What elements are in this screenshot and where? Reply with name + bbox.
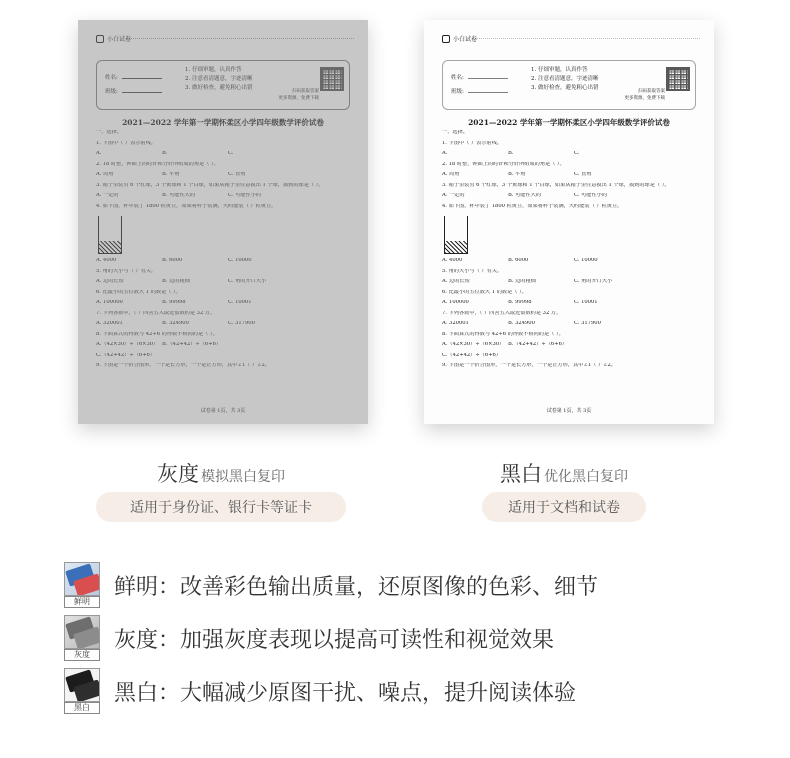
question-options: [96, 353, 354, 364]
exam-note: 2. 注意看清题意，字迹清晰: [531, 76, 599, 82]
feature-icon-label: 黑白: [64, 702, 100, 714]
question-options: [96, 300, 354, 311]
question-options: [96, 258, 354, 269]
option: A.: [96, 151, 102, 156]
question-text: 2. 18 时整，钟面上的时针和分针所组成的角是（ ）。: [96, 161, 219, 167]
question-text: 9. 下图是一个折合图形，一个是长方形，一个是正方形，其中∠1（ ）∠2。: [442, 363, 616, 368]
logo-text: 小白试卷: [453, 36, 478, 43]
question-options: [96, 172, 354, 183]
info-field: [105, 71, 162, 85]
option: C. 317900: [574, 321, 601, 326]
info-fields: [105, 71, 162, 99]
caption-subtitle: 模拟黑白复印: [201, 469, 285, 485]
page-footer: 试卷第 1页，共 3页: [200, 408, 246, 414]
option: [228, 342, 294, 353]
feature-icon-label: 灰度: [64, 649, 100, 661]
info-field-underline: [122, 92, 162, 93]
info-box: [442, 60, 696, 110]
feature-text: 黑白：大幅减少原图干扰、噪点，提升阅读体验: [114, 680, 577, 706]
option: C. 10001: [228, 300, 252, 305]
beaker-icon: [98, 216, 122, 254]
question-text: 3. 箱子里装有 6 个红球，3 个黄球和 1 个白球，如果从箱子里任意摸出 1 个球，摸到的球是（ ）。: [96, 182, 324, 188]
option: B. 324900: [162, 321, 189, 326]
section-heading: 一、选择。: [96, 130, 122, 135]
option: A.: [442, 151, 448, 156]
question-text: 9. 下图是一个折合图形，一个是长方形，一个是正方形，其中∠1（ ）∠2。: [96, 363, 270, 368]
beaker-icon: [444, 216, 468, 254]
question-options: [442, 172, 700, 183]
qr-code-icon: [320, 67, 344, 91]
feature-text: 鲜明：改善彩色输出质量，还原图像的色彩、细节: [114, 574, 599, 600]
question-text: 6. 比最小的五位数大 1 的数是（ ）。: [96, 289, 181, 295]
question-text: 6. 比最小的五位数大 1 的数是（ ）。: [442, 289, 527, 295]
option: B.（42+42）÷（6+6）: [162, 342, 222, 347]
info-field-underline: [468, 78, 508, 79]
option: C.（42+42）÷（6+6）: [442, 352, 502, 358]
option: A. 4000: [442, 258, 463, 263]
option: A. 周角: [442, 172, 460, 177]
question-text: 8. 下面算式的得数与 42÷6 的得数不相同的是（ ）。: [96, 331, 218, 337]
logo-icon: [442, 35, 450, 43]
option: C. 317900: [228, 321, 255, 326]
usage-pill-grayscale: 适用于身份证、银行卡等证卡: [96, 492, 346, 522]
option: C.: [574, 151, 580, 156]
caption-grayscale: [101, 458, 341, 488]
info-field: [451, 71, 508, 85]
exam-note: 1. 仔细审题，认真作答: [185, 67, 242, 73]
option: C. 10001: [574, 300, 598, 305]
scan-line: 扫码获取答案: [638, 89, 665, 94]
option: C. 角的开口大小: [228, 279, 267, 284]
info-field-underline: [122, 78, 162, 79]
exam-note: 3. 做好检查，避免粗心出错: [185, 85, 253, 91]
caption-blackwhite: [444, 458, 684, 488]
header-divider: [126, 38, 354, 39]
caption-subtitle: 优化黑白复印: [544, 469, 628, 485]
option: B. 6000: [162, 258, 183, 263]
scan-line: 扫码获取答案: [292, 89, 319, 94]
question-options: [442, 353, 700, 364]
question-text: 4. 如下图，杯中装了 1800 粒黄豆，如果将杯子装满，大约能装（ ）粒黄豆。: [442, 203, 623, 209]
question-options: [96, 279, 354, 290]
feature-blackwhite: [64, 668, 576, 714]
caption-title: 灰度: [157, 462, 199, 486]
scan-text: [279, 88, 320, 102]
option: C.: [228, 151, 234, 156]
question-text: 8. 下面算式的得数与 42÷6 的得数不相同的是（ ）。: [442, 331, 564, 337]
question-options: [96, 193, 354, 204]
question-options: [96, 321, 354, 332]
scan-line: 更多资源，免费下载: [624, 96, 665, 101]
option: B. 可能性大的: [508, 193, 542, 198]
grayscale-sample-sheet: [78, 20, 368, 424]
blackwhite-photo-icon: [64, 668, 100, 714]
grayscale-photo-icon: [64, 615, 100, 661]
option: C. 直角: [228, 172, 246, 177]
option: B. 平角: [162, 172, 180, 177]
option: B. 99998: [162, 300, 186, 305]
option: C. 10000: [574, 258, 598, 263]
question-text: 1. 下图中（ ）表示射线。: [96, 140, 157, 146]
exam-note: 2. 注意看清题意，字迹清晰: [185, 76, 253, 82]
question-text: 7. 下列各数中，（ ）四舍五入取近似数约是 32 万。: [96, 310, 216, 316]
section-heading: 一、选择。: [442, 130, 468, 135]
feature-vivid: [64, 562, 598, 608]
option: A. 100000: [96, 300, 123, 305]
exam-notes: [185, 66, 253, 93]
question-text: 4. 如下图，杯中装了 1800 粒黄豆，如果将杯子装满，大约能装（ ）粒黄豆。: [96, 203, 277, 209]
info-fields: [451, 71, 508, 99]
logo-text: 小白试卷: [107, 36, 132, 43]
option: C. 10000: [228, 258, 252, 263]
qr-code-icon: [666, 67, 690, 91]
exam-body: [96, 130, 354, 374]
option: B. 可能性大的: [162, 193, 196, 198]
beaker-figure: [96, 214, 354, 258]
exam-note: 3. 做好检查，避免粗心出错: [531, 85, 599, 91]
option: A. 320001: [442, 321, 469, 326]
option: A. 一定的: [96, 193, 119, 198]
exam-title: 2021—2022 学年第一学期怀柔区小学四年级数学评价试卷: [468, 118, 670, 127]
exam-title: 2021—2022 学年第一学期怀柔区小学四年级数学评价试卷: [122, 118, 324, 127]
caption-title: 黑白: [500, 462, 542, 486]
option: A. 4000: [96, 258, 117, 263]
option: A.（42×30）÷（6×30）: [442, 342, 505, 347]
feature-grayscale: [64, 615, 554, 661]
exam-body: [442, 130, 700, 374]
question-text: 3. 箱子里装有 6 个红球，3 个黄球和 1 个白球，如果从箱子里任意摸出 1 个球，摸到的球是（ ）。: [442, 182, 670, 188]
question-options: [442, 258, 700, 269]
option: A. 边的长短: [442, 279, 470, 284]
option: A. 100000: [442, 300, 469, 305]
option: B. 边的粗细: [508, 279, 536, 284]
question-options: [96, 151, 354, 162]
vivid-photo-icon: [64, 562, 100, 608]
question-options: [442, 321, 700, 332]
question-text: 7. 下列各数中，（ ）四舍五入取近似数约是 32 万。: [442, 310, 562, 316]
option: B.: [508, 151, 514, 156]
option: C. 可能性小的: [228, 193, 262, 198]
exam-notes: [531, 66, 599, 93]
question-options: [442, 279, 700, 290]
page-footer: 试卷第 1页，共 3页: [546, 408, 592, 414]
question-text: 5. 角的大小与（ ）有关。: [442, 268, 503, 274]
option: B.（42+42）÷（6+6）: [508, 342, 568, 347]
option: B. 平角: [508, 172, 526, 177]
question-text: 5. 角的大小与（ ）有关。: [96, 268, 157, 274]
info-field-label: 班级:: [105, 89, 118, 95]
option: A. 边的长短: [96, 279, 124, 284]
blackwhite-sample-sheet: [424, 20, 714, 424]
option: [508, 353, 574, 364]
question-options: [96, 342, 354, 353]
option: [574, 353, 640, 364]
feature-text: 灰度：加强灰度表现以提高可读性和视觉效果: [114, 627, 555, 653]
question-options: [442, 193, 700, 204]
feature-icon-label: 鲜明: [64, 596, 100, 608]
info-field: [451, 85, 508, 99]
question-text: 2. 18 时整，钟面上的时针和分针所组成的角是（ ）。: [442, 161, 565, 167]
header-divider: [472, 38, 700, 39]
option: A. 周角: [96, 172, 114, 177]
option: B. 99998: [508, 300, 532, 305]
option: B. 边的粗细: [162, 279, 190, 284]
option: C.（42+42）÷（6+6）: [96, 352, 156, 358]
question-options: [442, 300, 700, 311]
option: A. 一定的: [442, 193, 465, 198]
option: A.（42×30）÷（6×30）: [96, 342, 159, 347]
info-field-label: 姓名:: [451, 75, 464, 81]
option: B. 6000: [508, 258, 529, 263]
option: C. 角的开口大小: [574, 279, 613, 284]
scan-text: [625, 88, 666, 102]
scan-line: 更多资源，免费下载: [278, 96, 319, 101]
option: [228, 353, 294, 364]
info-field-underline: [468, 92, 508, 93]
usage-pill-blackwhite: 适用于文档和试卷: [482, 492, 646, 522]
option: C. 直角: [574, 172, 592, 177]
question-options: [442, 151, 700, 162]
option: A. 320001: [96, 321, 123, 326]
option: [574, 342, 640, 353]
question-options: [442, 342, 700, 353]
info-field: [105, 85, 162, 99]
logo-icon: [96, 35, 104, 43]
info-field-label: 班级:: [451, 89, 464, 95]
info-field-label: 姓名:: [105, 75, 118, 81]
exam-note: 1. 仔细审题，认真作答: [531, 67, 588, 73]
option: C. 可能性小的: [574, 193, 608, 198]
option: B.: [162, 151, 168, 156]
option: B. 324900: [508, 321, 535, 326]
question-text: 1. 下图中（ ）表示射线。: [442, 140, 503, 146]
info-box: [96, 60, 350, 110]
beaker-figure: [442, 214, 700, 258]
option: [162, 353, 228, 364]
